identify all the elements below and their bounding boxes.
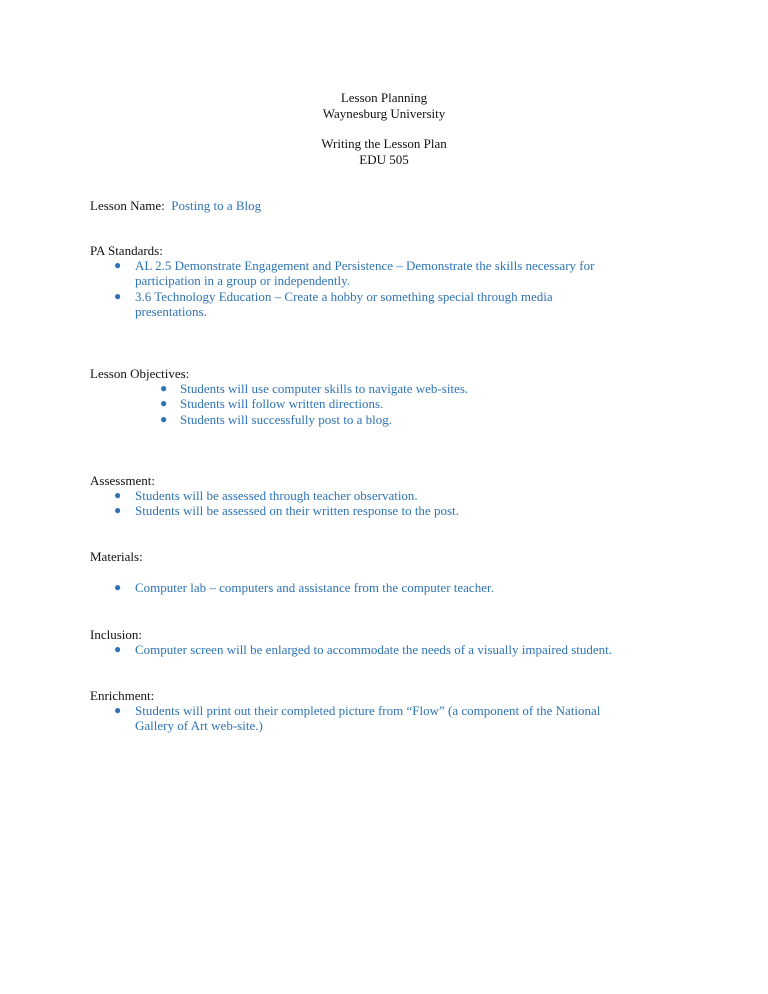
pa-standards-label: PA Standards: (90, 243, 163, 258)
bullet-icon: ● (160, 381, 168, 396)
lesson-objectives-list (90, 381, 690, 427)
list-item: ● 3.6 Technology Education – Create a hobby or something special through media presentations. (114, 288, 553, 319)
bullet-icon: ● (114, 642, 122, 657)
list-item: ● Students will print out their completed picture from “Flow” (a component of the National Gallery of Art web-site.) (114, 703, 601, 734)
materials-list (90, 580, 690, 595)
bullet-icon: ● (114, 258, 122, 273)
assessment-section (90, 473, 690, 519)
pa-standards-section (90, 243, 690, 319)
assessment-label: Assessment: (90, 473, 155, 488)
list-item: ● Students will be assessed through teacher observation. (114, 488, 418, 504)
bullet-icon: ● (114, 703, 122, 718)
header-line-lesson-planning: Lesson Planning (340, 90, 428, 105)
assessment-list (90, 488, 690, 518)
document-header (0, 90, 768, 167)
bullet-icon: ● (160, 396, 168, 411)
bullet-icon: ● (114, 488, 122, 503)
materials-section (90, 549, 690, 595)
list-item: ● Students will be assessed on their written response to the post. (114, 503, 459, 519)
enrichment-label: Enrichment: (90, 688, 155, 703)
bullet-icon: ● (114, 288, 122, 303)
materials-label: Materials: (90, 549, 143, 564)
lesson-name-section (90, 198, 690, 213)
header-line-course: EDU 505 (359, 151, 409, 167)
lesson-name-label: Lesson Name: (90, 198, 165, 213)
inclusion-list (90, 642, 690, 657)
header-line-university: Waynesburg University (322, 105, 446, 121)
lesson-objectives-label: Lesson Objectives: (90, 366, 190, 381)
inclusion-section (90, 627, 690, 657)
list-item: ● Computer screen will be enlarged to accommodate the needs of a visually impaired student. (114, 642, 613, 658)
list-item: ● Students will follow written directions. (160, 396, 384, 412)
bullet-icon: ● (160, 411, 168, 426)
header-line-writing-plan: Writing the Lesson Plan (321, 136, 447, 151)
list-item: ● Students will use computer skills to navigate web-sites. (160, 381, 469, 397)
bullet-icon: ● (114, 580, 122, 595)
lesson-objectives-section (90, 366, 690, 427)
inclusion-label: Inclusion: (90, 627, 142, 642)
bullet-icon: ● (114, 503, 122, 518)
list-item: ● AL 2.5 Demonstrate Engagement and Persistence – Demonstrate the skills necessary for participation in a group or independently. (114, 258, 595, 289)
list-item: ● Students will successfully post to a blog. (160, 411, 392, 427)
list-item: ● Computer lab – computers and assistance from the computer teacher. (114, 580, 494, 596)
enrichment-list (90, 703, 690, 733)
enrichment-section (90, 688, 690, 734)
lesson-name-value: Posting to a Blog (171, 198, 262, 213)
pa-standards-list (90, 258, 690, 319)
